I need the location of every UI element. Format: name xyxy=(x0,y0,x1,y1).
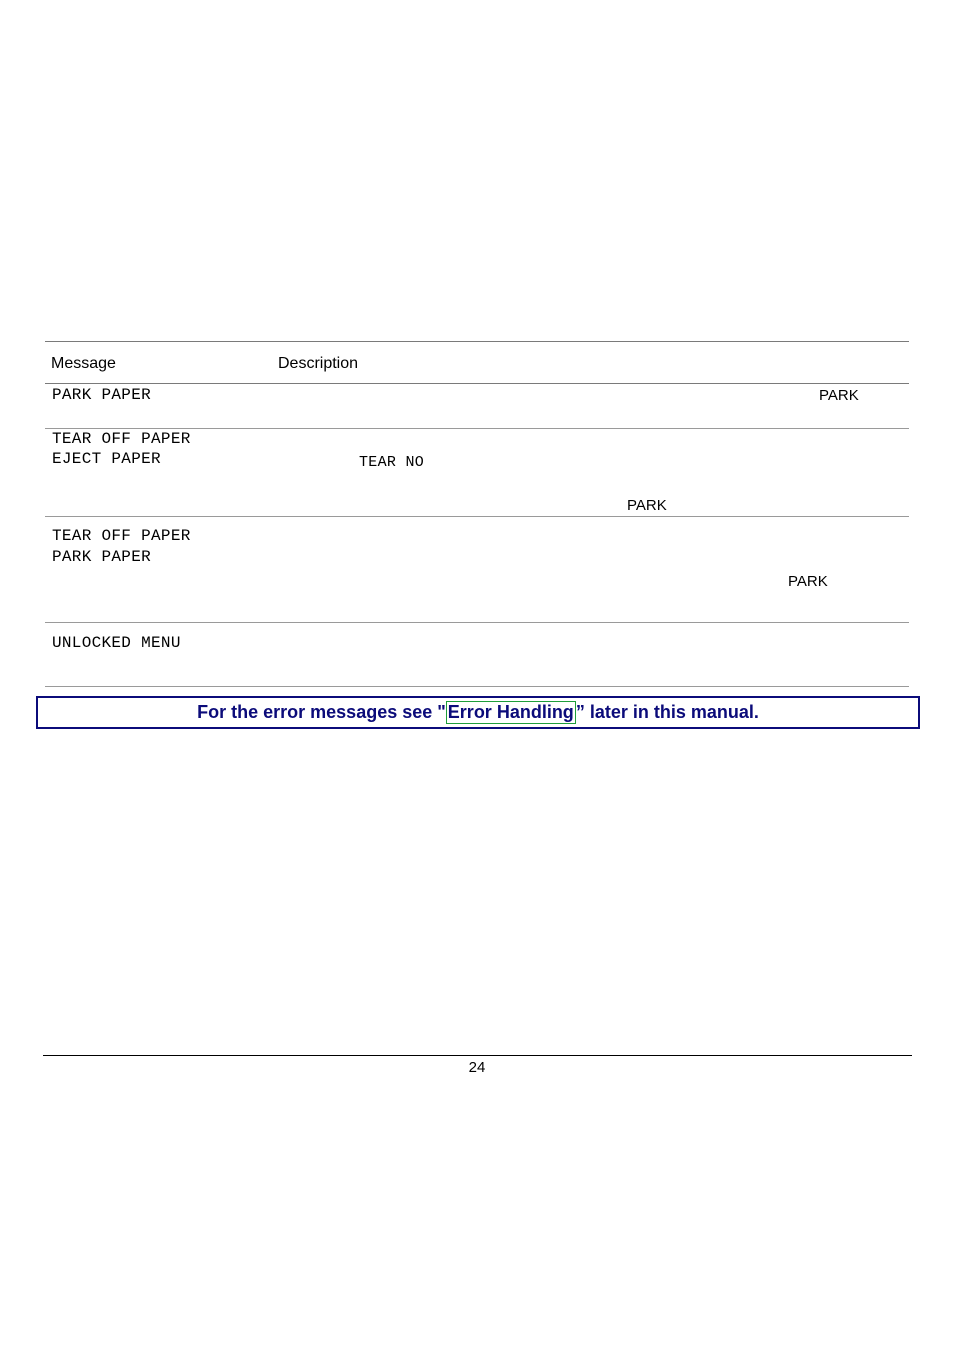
column-header-description: Description xyxy=(278,355,359,372)
column-header-message: Message xyxy=(51,355,116,372)
note-suffix: ” later in this manual. xyxy=(575,702,759,722)
header-rule xyxy=(45,383,909,384)
row-3-rule xyxy=(45,622,909,623)
error-handling-note xyxy=(36,696,920,729)
row-3-message-line-1: TEAR OFF PAPER xyxy=(52,527,191,545)
row-1-desc-fragment-1: PARK xyxy=(819,387,859,404)
footer-rule xyxy=(43,1055,912,1056)
row-2-desc-fragment-1: TEAR NO xyxy=(359,454,425,471)
table-top-rule xyxy=(45,341,909,342)
row-2-message-line-1: TEAR OFF PAPER xyxy=(52,430,191,448)
row-4-message-line-1: UNLOCKED MENU xyxy=(52,634,181,652)
row-3-message-line-2: PARK PAPER xyxy=(52,548,152,566)
row-2-desc-fragment-2: PARK xyxy=(627,497,667,514)
row-2-message-line-2: EJECT PAPER xyxy=(52,450,161,468)
note-prefix: For the error messages see " xyxy=(197,702,446,722)
page-number: 24 xyxy=(468,1059,486,1076)
row-1-message-line-1: PARK PAPER xyxy=(52,386,152,404)
row-1-rule xyxy=(45,428,909,429)
row-3-desc-fragment-1: PARK xyxy=(788,573,828,590)
table-bottom-rule xyxy=(45,686,909,687)
error-handling-link[interactable]: Error Handling xyxy=(447,702,574,722)
row-2-rule xyxy=(45,516,909,517)
